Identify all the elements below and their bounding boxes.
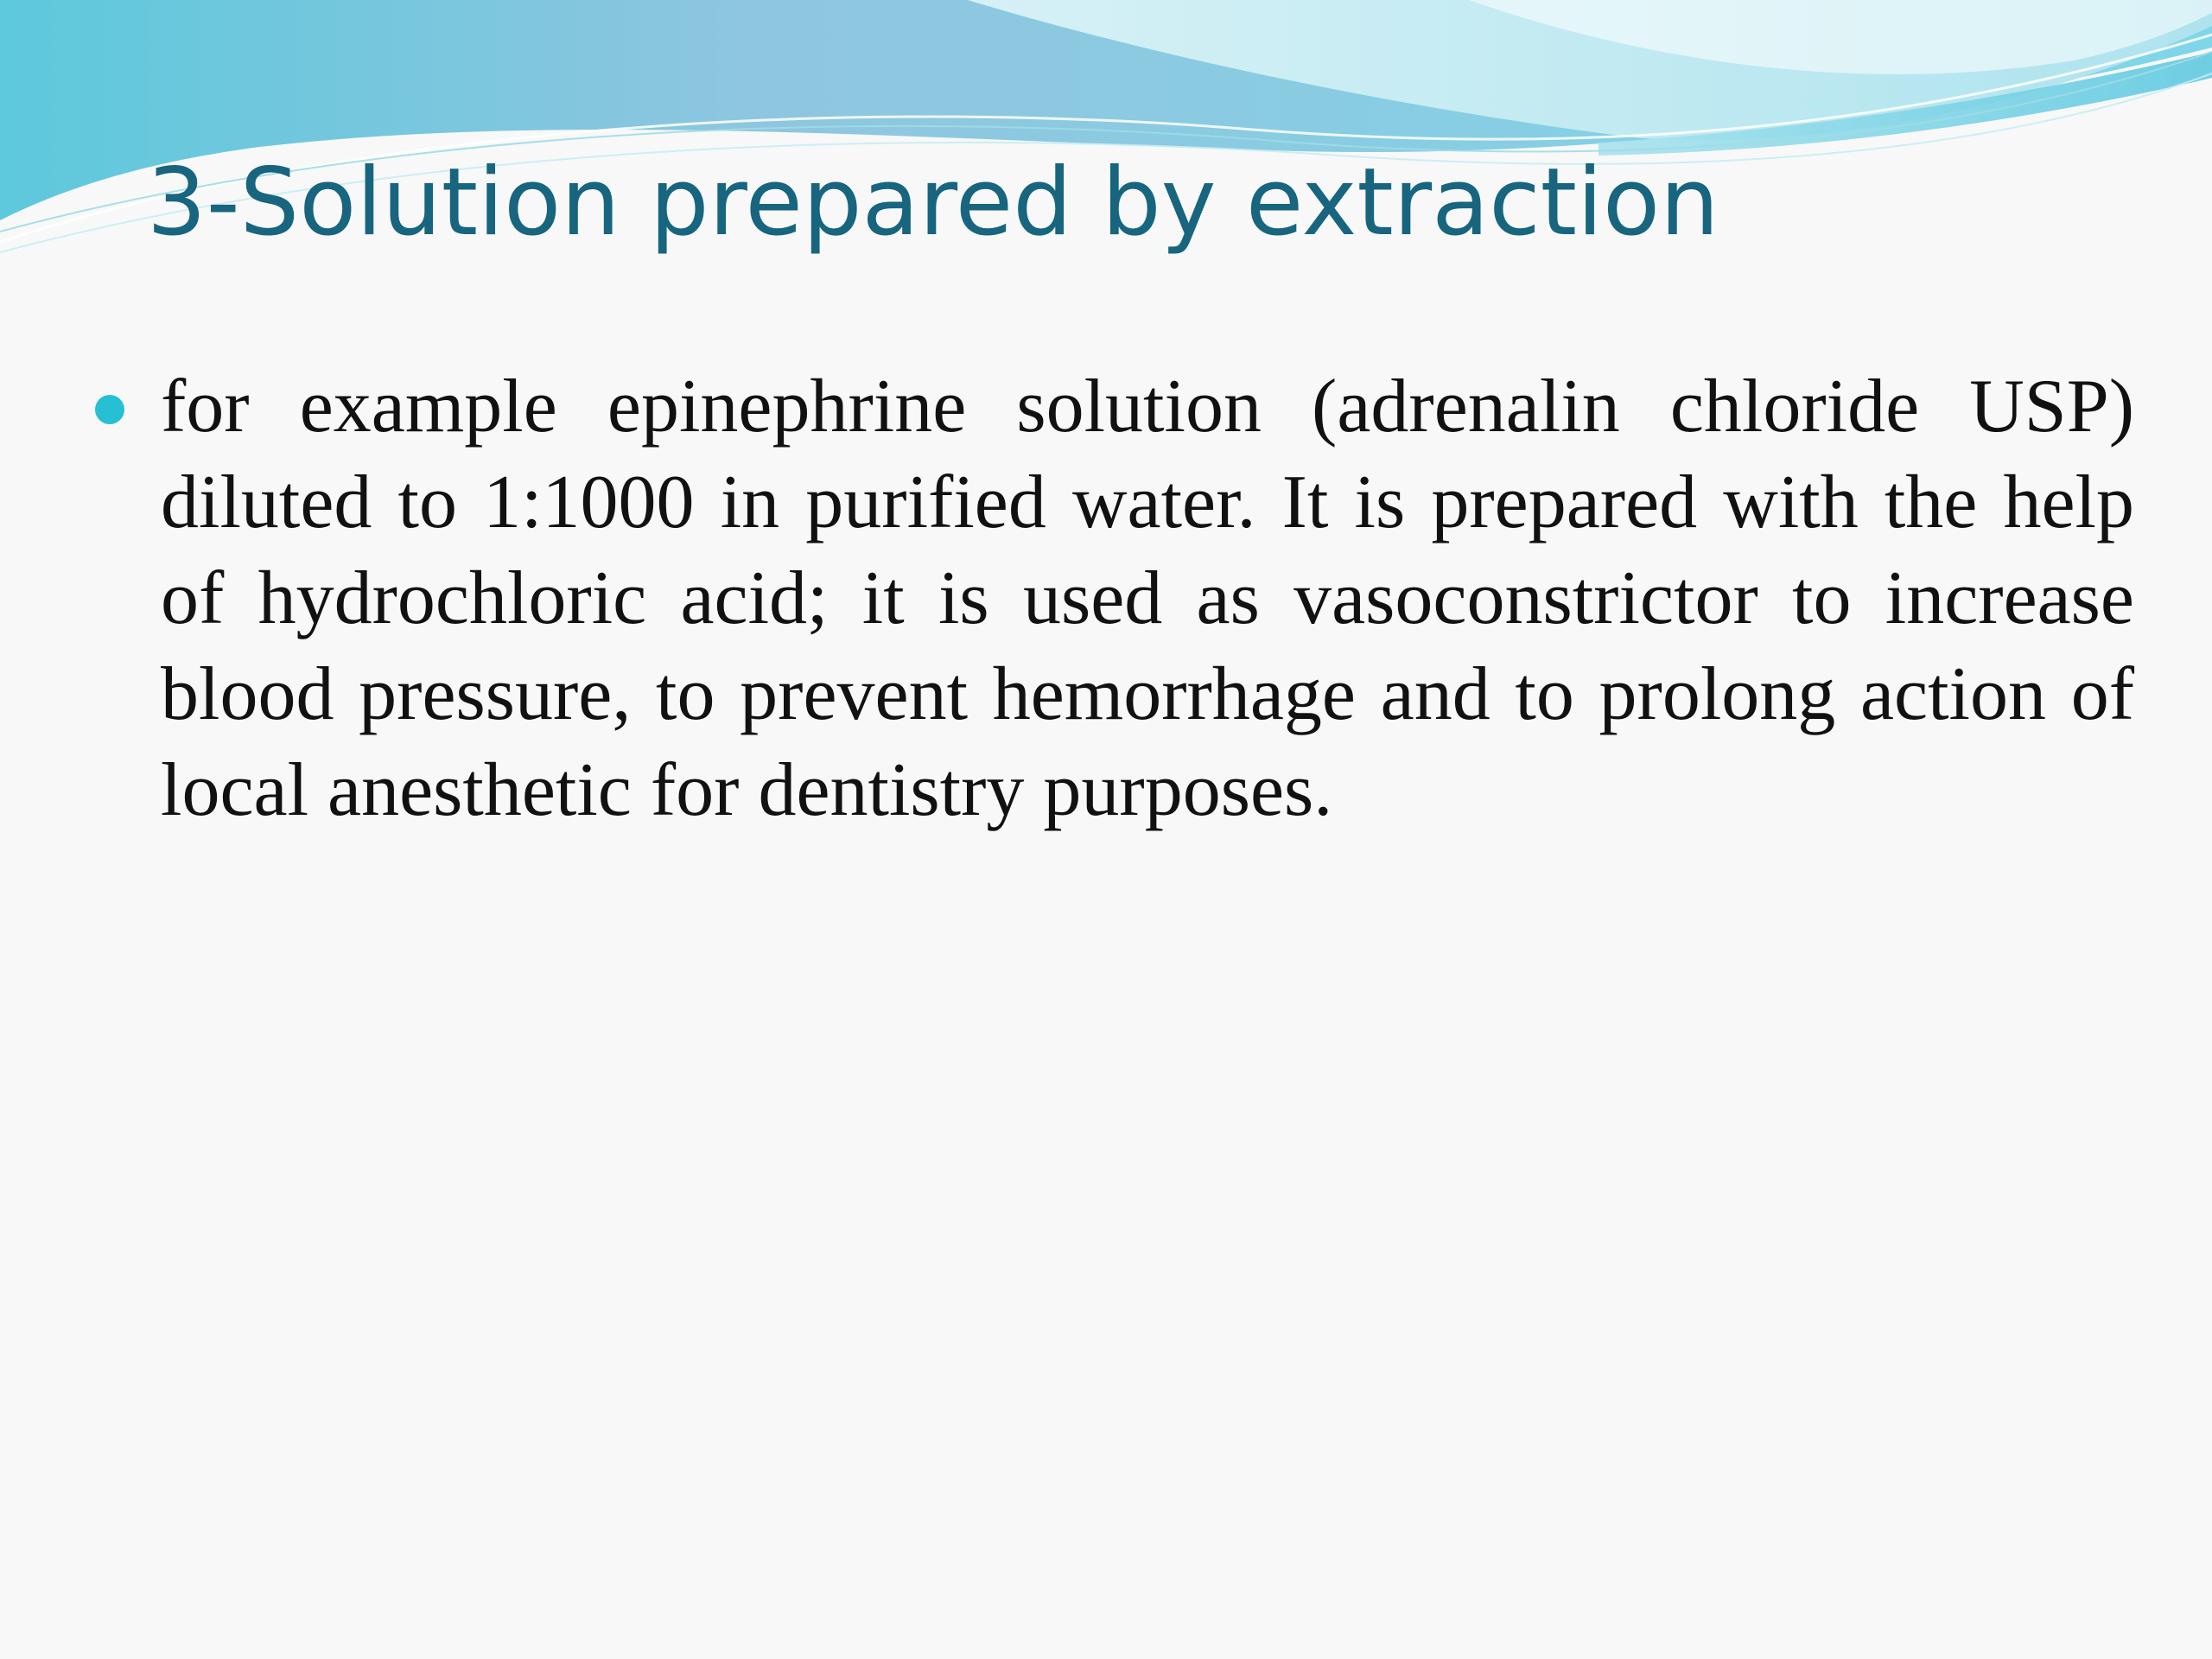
bullet-text: for example epinephrine solution (adrenalin chloride USP) diluted to 1:1000 in purified water. It is prepared with the help of hydrochloric acid; it is used as vasoconstrictor to increase blood pressure, to prevent hemorrhage and to prolong action of local anesthetic for dentistry purposes. [161, 365, 2134, 832]
slide-title: 3-Solution prepared by extraction [147, 149, 1719, 257]
slide-body [95, 359, 2134, 838]
bullet-dot-icon [95, 395, 124, 424]
bullet-item [95, 359, 2134, 838]
